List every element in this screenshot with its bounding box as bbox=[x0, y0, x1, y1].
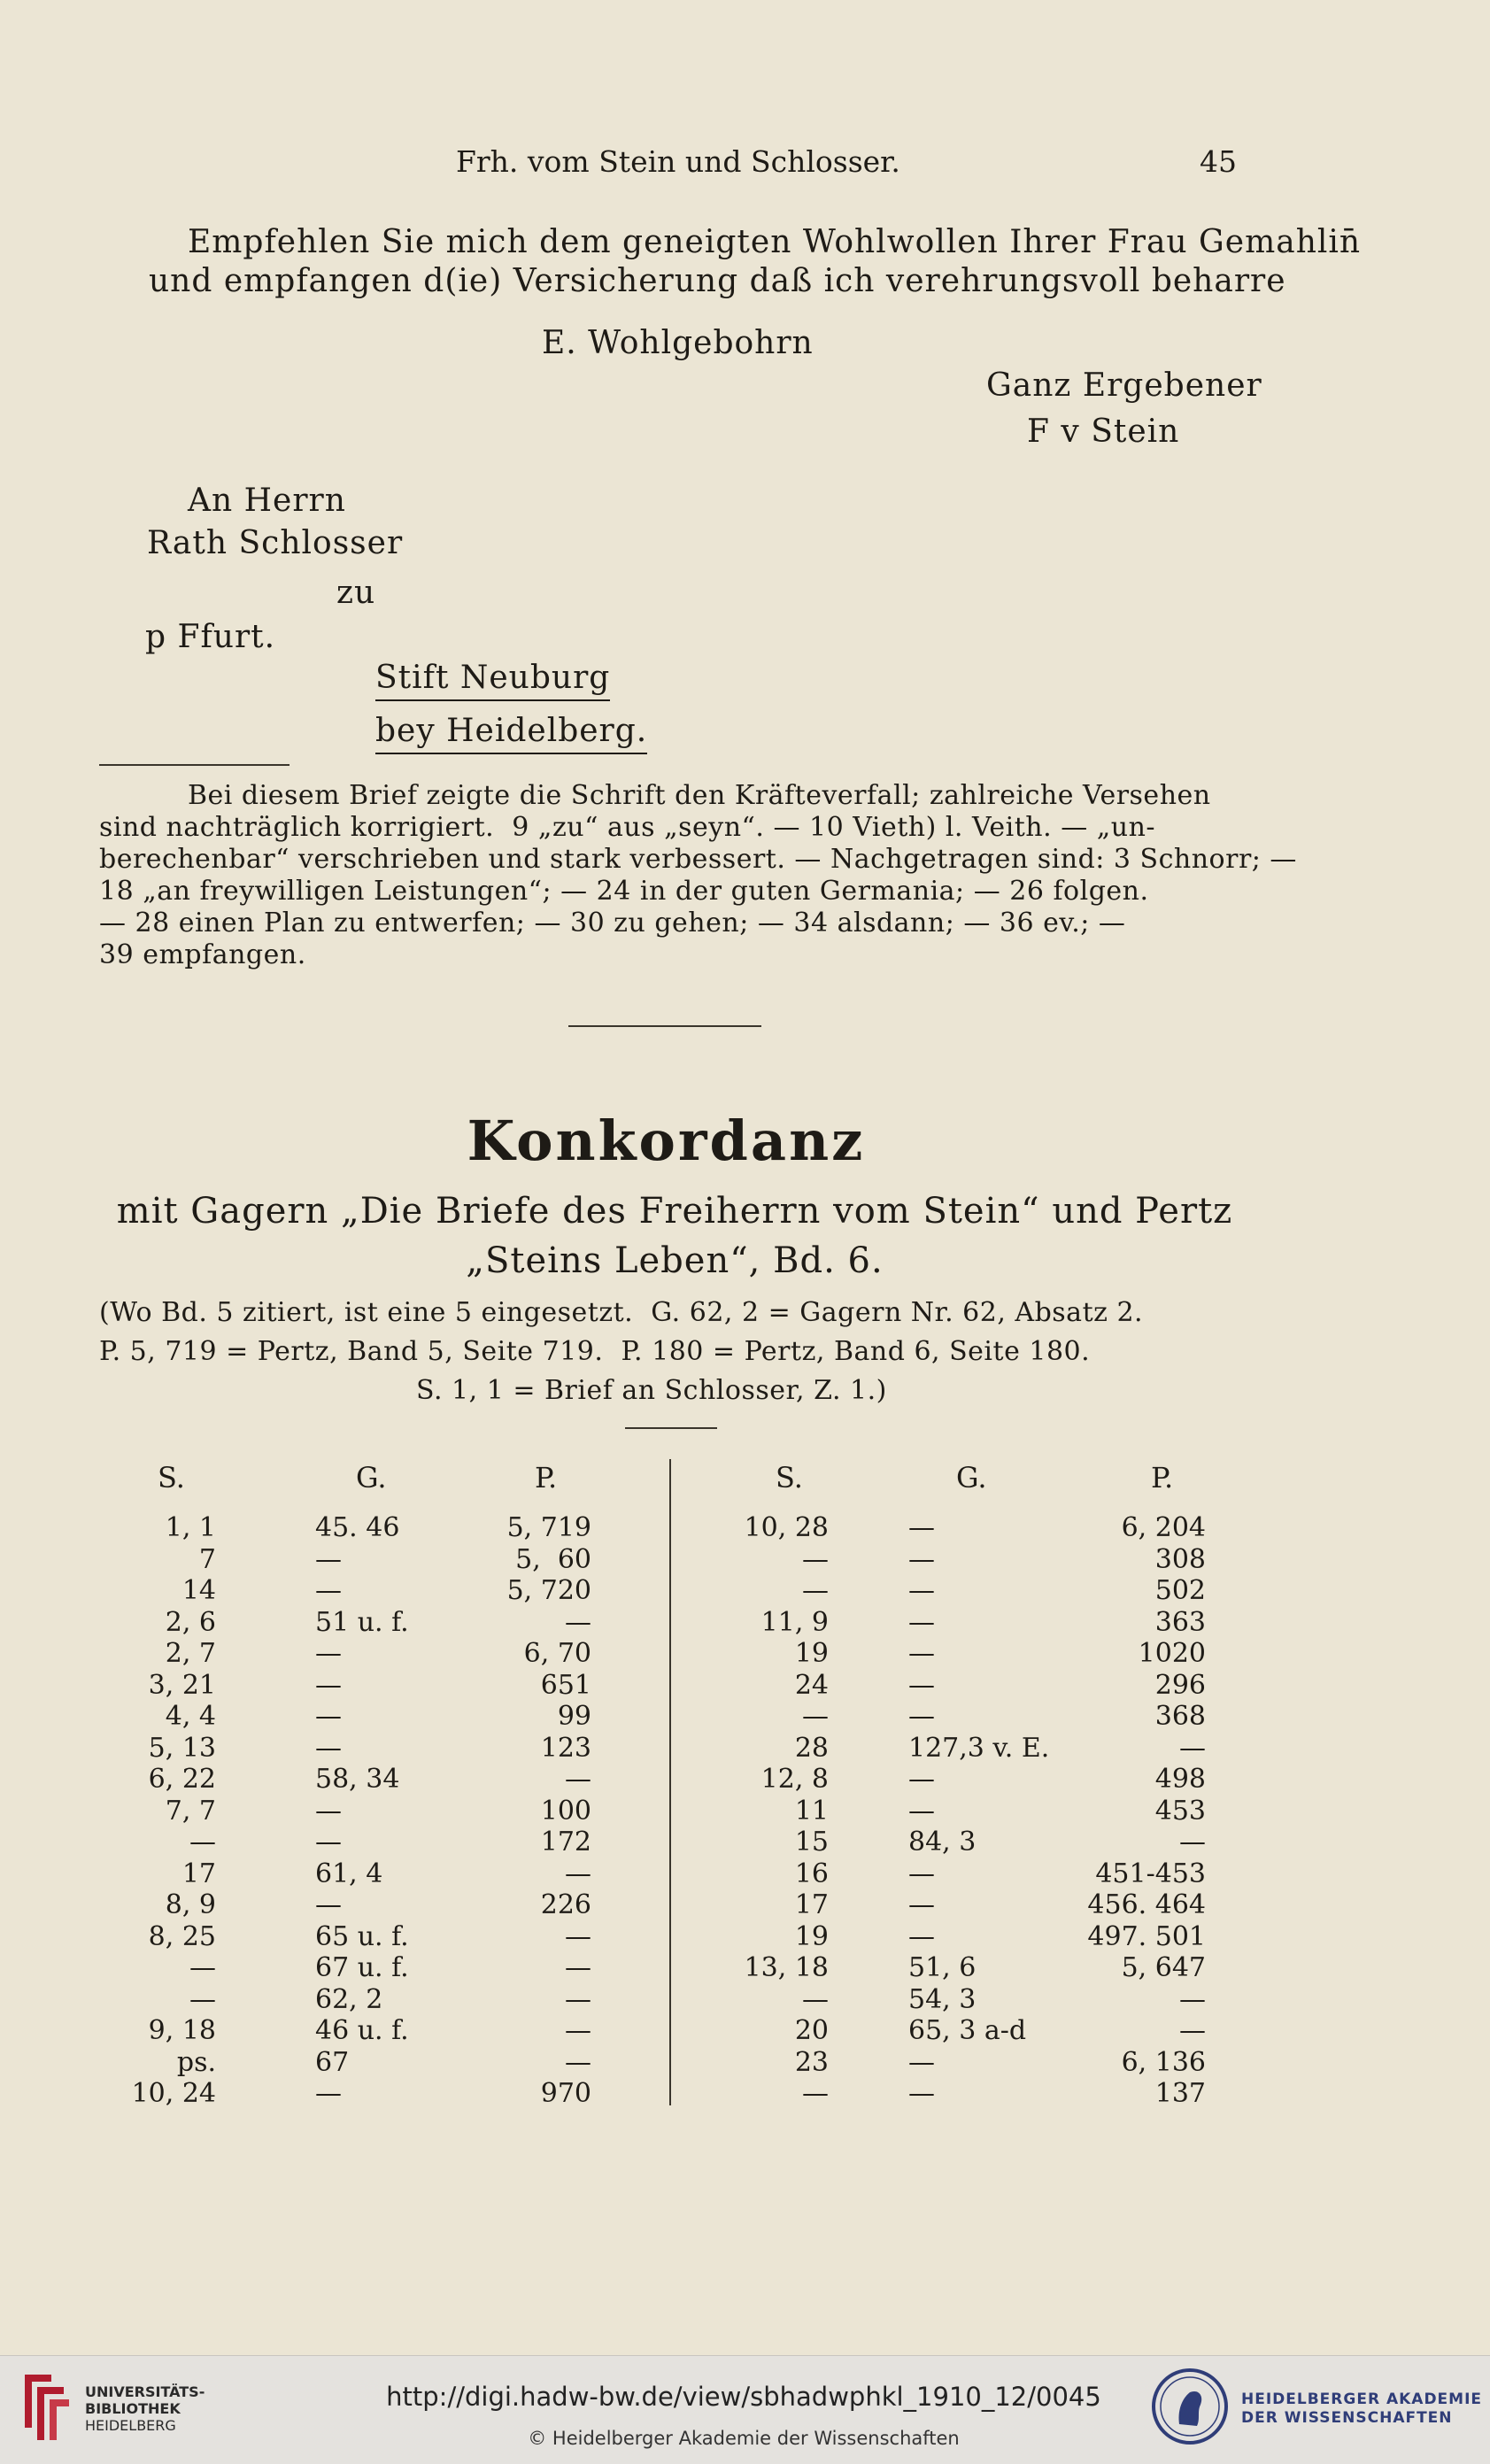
footnote-line-5: — 28 einen Plan zu entwerfen; — 30 zu gehen; — 34 alsdann; — 36 ev.; — bbox=[99, 908, 1126, 938]
col-left-g bbox=[315, 1512, 448, 2110]
recipient-line-6: bey Heidelberg. bbox=[375, 715, 647, 754]
table-cell: — bbox=[802, 2078, 829, 2109]
table-cell: — bbox=[908, 1920, 935, 1952]
copyright-notice: © Heidelberger Akademie der Wissenschaften bbox=[528, 2428, 960, 2449]
table-cell: 2, 7 bbox=[165, 1638, 216, 1669]
col-right-p bbox=[1062, 1512, 1206, 2110]
table-cell: 10, 24 bbox=[131, 2078, 216, 2109]
footnote-line-6: 39 empfangen. bbox=[99, 939, 306, 970]
col-left-p bbox=[476, 1512, 591, 2110]
table-cell: — bbox=[1179, 1732, 1206, 1764]
closing: Ganz Ergebener bbox=[986, 367, 1262, 404]
table-cell: — bbox=[1179, 1827, 1206, 1858]
table-cell: — bbox=[565, 1858, 591, 1889]
table-cell: 62, 2 bbox=[315, 1983, 383, 2015]
recipient-line-4: p Ffurt. bbox=[145, 619, 276, 655]
table-cell: — bbox=[315, 2078, 342, 2109]
explanation-line-3: S. 1, 1 = Brief an Schlosser, Z. 1.) bbox=[416, 1375, 887, 1406]
page-number: 45 bbox=[1200, 144, 1237, 179]
table-cell: — bbox=[315, 1732, 342, 1764]
table-cell: — bbox=[565, 1983, 591, 2015]
table-cell: — bbox=[908, 1575, 935, 1606]
table-cell: — bbox=[908, 1512, 935, 1543]
table-cell: — bbox=[802, 1983, 829, 2015]
col-header-right-g: G. bbox=[956, 1461, 987, 1495]
table-top-rule bbox=[625, 1427, 717, 1429]
table-cell: 4, 4 bbox=[165, 1701, 216, 1732]
col-left-s bbox=[115, 1512, 216, 2110]
table-cell: 6, 22 bbox=[148, 1764, 216, 1795]
table-cell: — bbox=[189, 1952, 216, 1983]
table-cell: 67 bbox=[315, 2046, 350, 2078]
table-cell: 2, 6 bbox=[165, 1606, 216, 1638]
table-cell: 3, 21 bbox=[148, 1669, 216, 1701]
table-cell: — bbox=[908, 1638, 935, 1669]
table-cell: 368 bbox=[1154, 1701, 1206, 1732]
table-cell: 99 bbox=[557, 1701, 591, 1732]
table-cell: — bbox=[565, 1764, 591, 1795]
table-cell: — bbox=[908, 1764, 935, 1795]
table-cell: 61, 4 bbox=[315, 1858, 383, 1889]
table-cell: 296 bbox=[1154, 1669, 1206, 1701]
table-cell: 456. 464 bbox=[1087, 1889, 1206, 1920]
footnote-line-3: berechenbar“ verschrieben und stark verbessert. — Nachgetragen sind: 3 Schnorr; — bbox=[99, 844, 1297, 875]
table-cell: — bbox=[315, 1701, 342, 1732]
table-cell: 970 bbox=[540, 2078, 591, 2109]
table-cell: 5, 719 bbox=[506, 1512, 591, 1543]
table-cell: 502 bbox=[1154, 1575, 1206, 1606]
table-cell: 6, 136 bbox=[1121, 2046, 1206, 2078]
table-cell: 8, 25 bbox=[148, 1920, 216, 1952]
table-cell: 5, 13 bbox=[148, 1732, 216, 1764]
table-cell: — bbox=[315, 1669, 342, 1701]
table-cell: 172 bbox=[540, 1827, 591, 1858]
footnote-rule bbox=[99, 764, 290, 766]
table-cell: 651 bbox=[540, 1669, 591, 1701]
recipient-line-1: An Herrn bbox=[188, 483, 346, 519]
table-cell: — bbox=[908, 2046, 935, 2078]
table-cell: 5, 60 bbox=[515, 1543, 591, 1575]
col-header-left-p: P. bbox=[535, 1461, 558, 1495]
table-cell: 13, 18 bbox=[744, 1952, 829, 1983]
table-cell: 127,3 v. E. bbox=[908, 1732, 1050, 1764]
table-cell: 7, 7 bbox=[165, 1795, 216, 1827]
table-cell: — bbox=[315, 1575, 342, 1606]
recipient-line-5: Stift Neuburg bbox=[375, 662, 610, 701]
table-cell: 451-453 bbox=[1095, 1858, 1206, 1889]
table-cell: 15 bbox=[794, 1827, 829, 1858]
table-cell: — bbox=[565, 2015, 591, 2046]
letter-line-2: und empfangen d(ie) Versicherung daß ich verehrungsvoll beharre bbox=[149, 263, 1286, 299]
table-cell: 100 bbox=[540, 1795, 591, 1827]
table-cell: — bbox=[315, 1638, 342, 1669]
explanation-line-1: (Wo Bd. 5 zitiert, ist eine 5 eingesetzt. G. 62, 2 = Gagern Nr. 62, Absatz 2. bbox=[99, 1297, 1144, 1328]
footnote-line-1: Bei diesem Brief zeigte die Schrift den Kräfteverfall; zahlreiche Versehen bbox=[188, 780, 1211, 811]
table-cell: — bbox=[908, 1795, 935, 1827]
table-cell: 497. 501 bbox=[1087, 1920, 1206, 1952]
table-cell: — bbox=[315, 1827, 342, 1858]
table-cell: 498 bbox=[1154, 1764, 1206, 1795]
table-cell: 1, 1 bbox=[165, 1512, 216, 1543]
table-cell: 67 u. f. bbox=[315, 1952, 409, 1983]
concordance-subtitle-1: mit Gagern „Die Briefe des Freiherrn vom Stein“ und Pertz bbox=[116, 1191, 1233, 1232]
table-divider bbox=[669, 1459, 671, 2105]
table-cell: 137 bbox=[1154, 2078, 1206, 2109]
table-cell: 20 bbox=[794, 2015, 829, 2046]
table-cell: 23 bbox=[794, 2046, 829, 2078]
table-cell: 84, 3 bbox=[908, 1827, 977, 1858]
table-cell: 1020 bbox=[1138, 1638, 1206, 1669]
col-right-s bbox=[717, 1512, 829, 2110]
academy-seal-icon bbox=[1151, 2367, 1229, 2445]
recipient-line-2: Rath Schlosser bbox=[147, 525, 404, 561]
permalink-url[interactable]: http://digi.hadw-bw.de/view/sbhadwphkl_1910_12/0045 bbox=[386, 2382, 1101, 2412]
table-cell: 9, 18 bbox=[148, 2015, 216, 2046]
table-cell: — bbox=[802, 1543, 829, 1575]
table-cell: — bbox=[802, 1575, 829, 1606]
col-header-left-g: G. bbox=[356, 1461, 387, 1495]
table-cell: 453 bbox=[1154, 1795, 1206, 1827]
table-cell: — bbox=[565, 1920, 591, 1952]
table-cell: 46 u. f. bbox=[315, 2015, 409, 2046]
signature: F v Stein bbox=[1027, 413, 1180, 450]
section-rule bbox=[568, 1025, 761, 1027]
letter-line-1: Empfehlen Sie mich dem geneigten Wohlwollen Ihrer Frau Gemahlin̄ bbox=[188, 224, 1362, 260]
table-cell: 10, 28 bbox=[744, 1512, 829, 1543]
library-name: UNIVERSITÄTS- BIBLIOTHEK HEIDELBERG bbox=[85, 2383, 205, 2434]
table-cell: 51, 6 bbox=[908, 1952, 977, 1983]
running-title: Frh. vom Stein und Schlosser. bbox=[456, 144, 900, 179]
table-cell: — bbox=[565, 1952, 591, 1983]
table-cell: 17 bbox=[181, 1858, 216, 1889]
footnote-line-2: sind nachträglich korrigiert. 9 „zu“ aus „seyn“. — 10 Vieth) l. Veith. — „un- bbox=[99, 812, 1156, 843]
table-cell: — bbox=[908, 2078, 935, 2109]
table-cell: 308 bbox=[1154, 1543, 1206, 1575]
table-cell: 28 bbox=[794, 1732, 829, 1764]
table-cell: 14 bbox=[181, 1575, 216, 1606]
col-header-left-s: S. bbox=[158, 1461, 185, 1495]
table-cell: 11 bbox=[794, 1795, 829, 1827]
table-cell: 51 u. f. bbox=[315, 1606, 409, 1638]
table-cell: — bbox=[908, 1858, 935, 1889]
table-cell: — bbox=[802, 1701, 829, 1732]
table-cell: — bbox=[565, 1606, 591, 1638]
footnote-line-4: 18 „an freywilligen Leistungen“; — 24 in der guten Germania; — 26 folgen. bbox=[99, 876, 1149, 907]
table-cell: 24 bbox=[794, 1669, 829, 1701]
table-cell: — bbox=[189, 1983, 216, 2015]
table-cell: 45. 46 bbox=[315, 1512, 400, 1543]
explanation-line-2: P. 5, 719 = Pertz, Band 5, Seite 719. P. 180 = Pertz, Band 6, Seite 180. bbox=[99, 1336, 1091, 1367]
concordance-title: Konkordanz bbox=[467, 1108, 866, 1173]
table-cell: ps. bbox=[176, 2046, 216, 2078]
table-cell: 5, 720 bbox=[506, 1575, 591, 1606]
table-cell: — bbox=[1179, 2015, 1206, 2046]
table-cell: — bbox=[315, 1889, 342, 1920]
table-cell: — bbox=[315, 1795, 342, 1827]
table-cell: — bbox=[908, 1889, 935, 1920]
table-cell: 65, 3 a-d bbox=[908, 2015, 1027, 2046]
address-form: E. Wohlgebohrn bbox=[542, 325, 814, 361]
col-right-g bbox=[908, 1512, 1068, 2110]
table-cell: 7 bbox=[198, 1543, 216, 1575]
table-cell: 54, 3 bbox=[908, 1983, 977, 2015]
recipient-line-3: zu bbox=[336, 575, 376, 611]
table-cell: — bbox=[908, 1701, 935, 1732]
table-cell: 123 bbox=[540, 1732, 591, 1764]
table-cell: — bbox=[1179, 1983, 1206, 2015]
table-cell: 226 bbox=[540, 1889, 591, 1920]
table-cell: 58, 34 bbox=[315, 1764, 400, 1795]
table-cell: 6, 204 bbox=[1121, 1512, 1206, 1543]
table-cell: 363 bbox=[1154, 1606, 1206, 1638]
table-cell: 5, 647 bbox=[1121, 1952, 1206, 1983]
table-cell: — bbox=[565, 2046, 591, 2078]
table-cell: — bbox=[908, 1606, 935, 1638]
table-cell: 19 bbox=[794, 1638, 829, 1669]
table-cell: 16 bbox=[794, 1858, 829, 1889]
table-cell: 17 bbox=[794, 1889, 829, 1920]
table-cell: 8, 9 bbox=[165, 1889, 216, 1920]
table-cell: 65 u. f. bbox=[315, 1920, 409, 1952]
academy-name: HEIDELBERGER AKADEMIE DER WISSENSCHAFTEN bbox=[1241, 2391, 1483, 2427]
col-header-right-p: P. bbox=[1151, 1461, 1174, 1495]
table-cell: — bbox=[315, 1543, 342, 1575]
table-cell: — bbox=[908, 1669, 935, 1701]
table-cell: 12, 8 bbox=[760, 1764, 829, 1795]
col-header-right-s: S. bbox=[776, 1461, 803, 1495]
table-cell: 19 bbox=[794, 1920, 829, 1952]
table-cell: — bbox=[189, 1827, 216, 1858]
table-cell: 6, 70 bbox=[523, 1638, 591, 1669]
table-cell: 11, 9 bbox=[760, 1606, 829, 1638]
table-cell: — bbox=[908, 1543, 935, 1575]
university-library-logo-icon bbox=[16, 2366, 76, 2445]
concordance-subtitle-2: „Steins Leben“, Bd. 6. bbox=[466, 1240, 884, 1281]
